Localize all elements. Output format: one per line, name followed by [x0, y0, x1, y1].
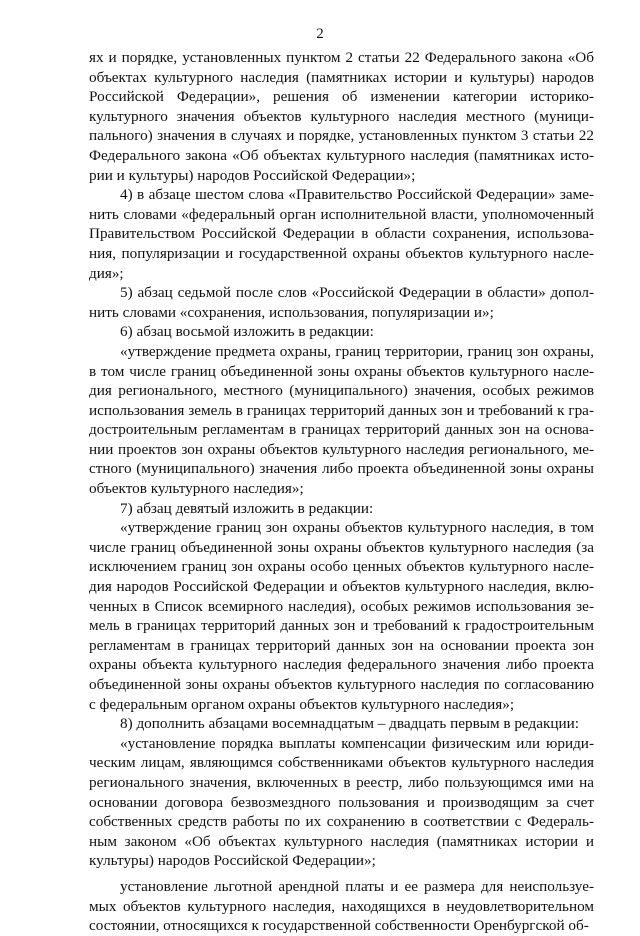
- paragraph-item-6: 6) абзац восьмой изложить в редакции:: [120, 323, 374, 341]
- paragraph-item-4: 4) в абзаце шестом слова «Правительство Российской Федерации» заменить словами «федеральный орган исполнительной власти, уполномоченный Правительством Российской Федерации в области сохранения, использования, популяризации и государственной охраны объектов культурного наследия»;: [89, 186, 594, 282]
- paragraph-quote-8b: установление льготной арендной платы и ее размера для неиспользуемых объектов культурного наследия, находящихся в неудовлетворительном состоянии, относящихся к государственной собственности Оренбургской об-: [89, 877, 594, 935]
- paragraph-continuation: ях и порядке, установленных пунктом 2 статьи 22 Федерального закона «Об объектах культурного наследия (памятниках истории и культуры) народов Российской Федерации», решения об изменении категории историко-культурного значения объектов культурного наследия местного (муниципального) значения в случаях и порядке, установленных пунктом 3 статьи 22 Федерального закона «Об объектах культурного наследия (памятниках истории и культуры) народов Российской Федерации»;: [89, 49, 594, 184]
- page-number: 2: [316, 26, 324, 42]
- paragraph-quote-6: «утверждение предмета охраны, границ территории, границ зон охраны, в том числе границ объединенной зоны охраны объектов культурного наследия регионального, местного (муниципального) значения, особых режимов использования земель в границах территорий данных зон и требований к градостроительным регламентам в границах территорий данных зон на основании проектов зон охраны объектов культурного наследия регионального, местного (муниципального) значения либо проекта объединенной зоны охраны объектов культурного наследия»;: [89, 342, 594, 498]
- paragraph-item-8: 8) дополнить абзацами восемнадцатым – двадцать первым в редакции:: [120, 715, 579, 733]
- body-text: [89, 48, 594, 936]
- paragraph-item-7: 7) абзац девятый изложить в редакции:: [120, 499, 374, 517]
- paragraph-quote-8a: «установление порядка выплаты компенсации физическим или юридическим лицам, являющимся собственниками объектов культурного наследия регионального значения, включенных в реестр, либо пользующимся ими на основании договора безвозмездного пользования и производящим за счет собственных средств работы по их сохранению в соответствии с Федеральным законом «Об объектах культурного наследия (памятниках истории и культуры) народов Российской Федерации»;: [89, 734, 594, 870]
- paragraph-item-5: 5) абзац седьмой после слов «Российской Федерации в области» дополнить словами «сохранения, использования, популяризации и»;: [89, 284, 594, 321]
- paragraph-quote-7: «утверждение границ зон охраны объектов культурного наследия, в том числе границ объединенной зоны охраны объектов культурного наследия (за исключением границ зон охраны особо ценных объектов культурного наследия народов Российской Федерации и объектов культурного наследия, включенных в Список всемирного наследия), особых режимов использования земель в границах территорий данных зон и требований к градостроительным регламентам в границах территорий данных зон на основании проекта зон охраны объекта культурного наследия федерального значения либо проекта объединенной зоны охраны объектов культурного наследия по согласованию с федеральным органом охраны объектов культурного наследия»;: [89, 519, 594, 713]
